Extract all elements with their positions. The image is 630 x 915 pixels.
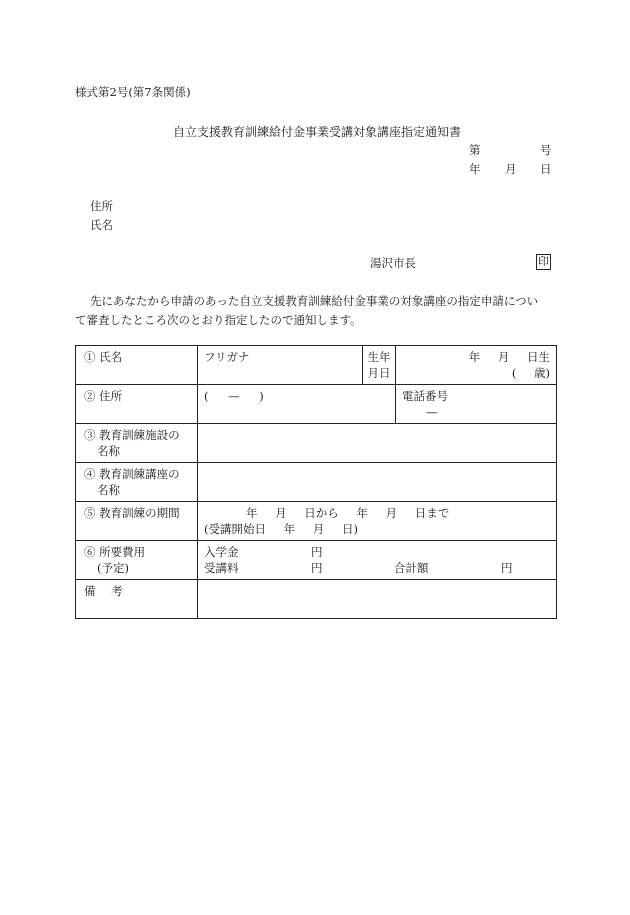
facility-label-line-2: 名称	[97, 444, 120, 458]
age-field: ( 歳)	[511, 366, 550, 380]
table-row	[76, 541, 557, 580]
tuition-unit: 円	[311, 561, 323, 575]
phone-label: 電話番号	[402, 389, 448, 403]
designation-table	[75, 345, 557, 619]
total-unit: 円	[501, 561, 513, 575]
number-suffix: 号	[540, 143, 552, 157]
table-row	[76, 346, 557, 385]
entrance-fee-label: 入学金	[204, 545, 239, 559]
table-row	[76, 424, 557, 463]
period-field[interactable]	[198, 502, 557, 541]
period-label: ⑤ 教育訓練の期間	[76, 502, 198, 541]
birth-label-cell	[363, 346, 396, 385]
name-label: 氏名	[90, 218, 113, 232]
phone-field[interactable]	[396, 385, 557, 424]
number-prefix: 第	[469, 143, 481, 157]
facility-name-label	[76, 424, 198, 463]
course-name-label	[76, 463, 198, 502]
birth-label-line-2: 月日	[367, 366, 391, 380]
issuer-title: 湯沢市長	[370, 256, 416, 270]
date-day: 日	[540, 162, 552, 176]
total-label: 合計額	[394, 561, 429, 575]
date-month: 月	[505, 162, 517, 176]
facility-label-line-1: ③ 教育訓練施設の	[84, 428, 180, 442]
course-name-field[interactable]	[198, 463, 557, 502]
table-row	[76, 502, 557, 541]
cost-label-line-2: (予定)	[97, 561, 129, 575]
address-row-label: ② 住所	[76, 385, 198, 424]
period-line: 年 月 日から 年 月 日まで	[246, 506, 450, 520]
address-label: 住所	[90, 199, 113, 213]
tuition-label: 受講料	[204, 561, 239, 575]
body-text-line-2: て審査したところ次のとおり指定したので通知します。	[75, 313, 362, 327]
course-label-line-2: 名称	[97, 483, 120, 497]
table-row	[76, 463, 557, 502]
cost-label	[76, 541, 198, 580]
furigana-label: フリガナ	[204, 350, 250, 364]
cost-label-line-1: ⑥ 所要費用	[84, 545, 146, 559]
name-row-label: ① 氏名	[76, 346, 198, 385]
cost-field[interactable]	[198, 541, 557, 580]
remarks-label	[76, 580, 198, 619]
table-row	[76, 385, 557, 424]
date-year: 年	[469, 162, 481, 176]
furigana-field[interactable]	[198, 346, 363, 385]
table-row	[76, 580, 557, 619]
entrance-fee-unit: 円	[311, 545, 323, 559]
course-label-line-1: ④ 教育訓練講座の	[84, 467, 180, 481]
birthdate-ymd: 年 月 日生	[468, 350, 550, 364]
address-field[interactable]	[198, 385, 396, 424]
birthdate-field[interactable]	[396, 346, 557, 385]
phone-dash: —	[426, 405, 438, 419]
remarks-field[interactable]	[198, 580, 557, 619]
birth-label-line-1: 生年	[367, 350, 391, 364]
course-start-line: (受講開始日 年 月 日)	[204, 522, 358, 536]
form-number: 様式第2号(第7条関係)	[75, 85, 191, 99]
facility-name-field[interactable]	[198, 424, 557, 463]
postal-code-paren: ( — )	[204, 389, 264, 403]
remarks-label-text: 備 考	[84, 584, 123, 598]
document-title: 自立支援教育訓練給付金事業受講対象講座指定通知書	[173, 125, 462, 139]
seal-stamp: 印	[538, 255, 549, 268]
body-text-line-1: 先にあなたから申請のあった自立支援教育訓練給付金事業の対象講座の指定申請につい	[90, 294, 539, 308]
